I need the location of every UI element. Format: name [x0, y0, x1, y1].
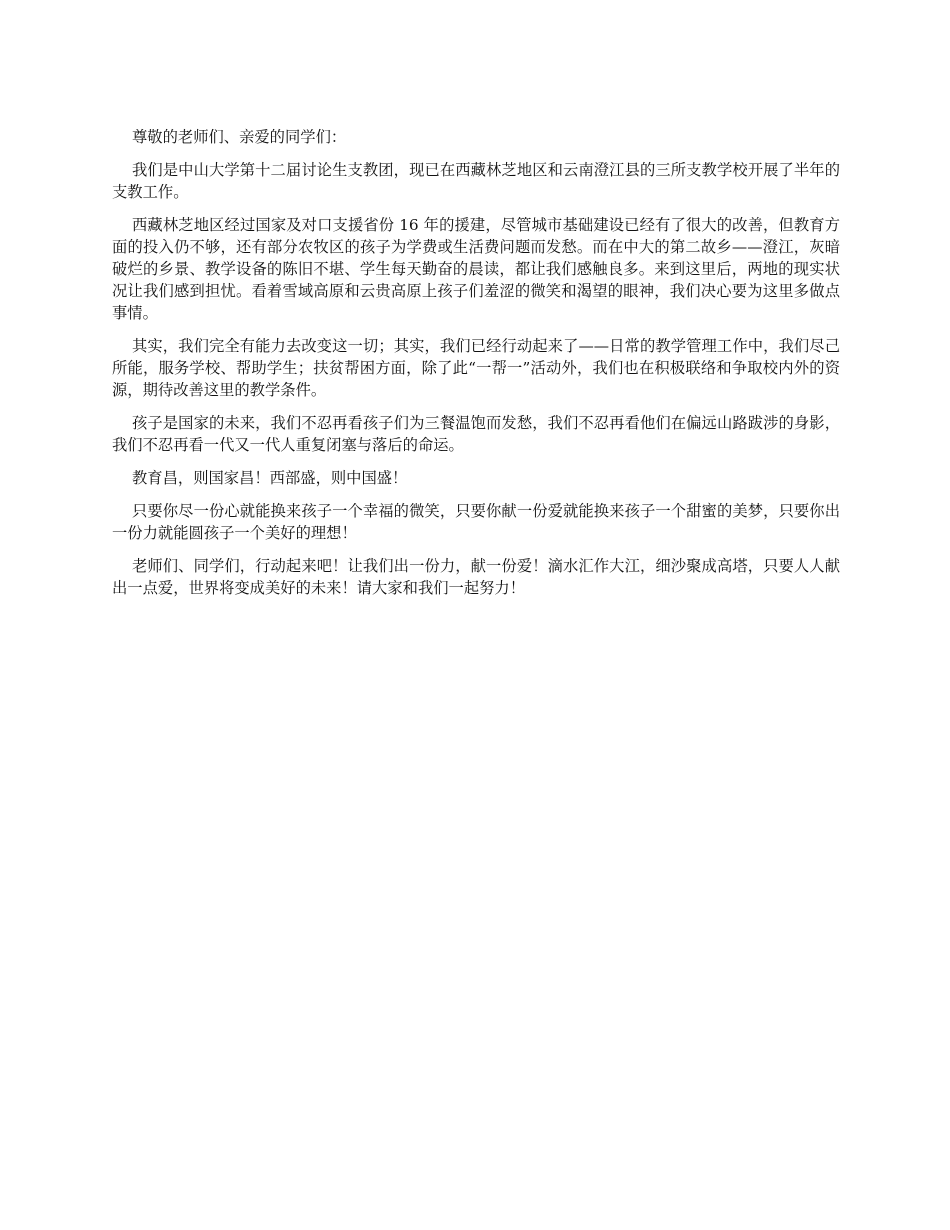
paragraph-call-to-action: 老师们、同学们，行动起来吧！让我们出一份力，献一份爱！滴水汇作大江，细沙聚成高塔，只要人人献出一点爱，世界将变成美好的未来！请大家和我们一起努力！ — [112, 557, 840, 597]
letter-body — [112, 126, 840, 610]
paragraph-introduction: 我们是中山大学第十二届讨论生支教团，现已在西藏林芝地区和云南澄江县的三所支教学校开展了半年的支教工作。 — [112, 161, 840, 201]
paragraph-background: 西藏林芝地区经过国家及对口支援省份 16 年的援建，尽管城市基础建设已经有了很大的改善，但教育方面的投入仍不够，还有部分农牧区的孩子为学费或生活费问题而发愁。而在中大的第二故乡——澄江，灰暗破烂的乡景、教学设备的陈旧不堪、学生每天勤奋的晨读，都让我们感触良多。来到这里后，两地的现实状况让我们感到担忧。看着雪域高原和云贵高原上孩子们羞涩的微笑和渴望的眼神，我们决心要为这里多做点事情。 — [112, 216, 840, 322]
paragraph-actions: 其实，我们完全有能力去改变这一切；其实，我们已经行动起来了——日常的教学管理工作中，我们尽己所能，服务学校、帮助学生；扶贫帮困方面，除了此“一帮一”活动外，我们也在积极联络和争取校内外的资源，期待改善这里的教学条件。 — [112, 337, 840, 399]
paragraph-children-future: 孩子是国家的未来，我们不忍再看孩子们为三餐温饱而发愁，我们不忍再看他们在偏远山路跋涉的身影，我们不忍再看一代又一代人重复闭塞与落后的命运。 — [112, 414, 840, 454]
paragraph-slogan: 教育昌，则国家昌！西部盛，则中国盛！ — [132, 469, 408, 487]
paragraph-appeal: 只要你尽一份心就能换来孩子一个幸福的微笑，只要你献一份爱就能换来孩子一个甜蜜的美梦，只要你出一份力就能圆孩子一个美好的理想！ — [112, 502, 840, 542]
salutation: 尊敬的老师们、亲爱的同学们： — [132, 128, 347, 146]
